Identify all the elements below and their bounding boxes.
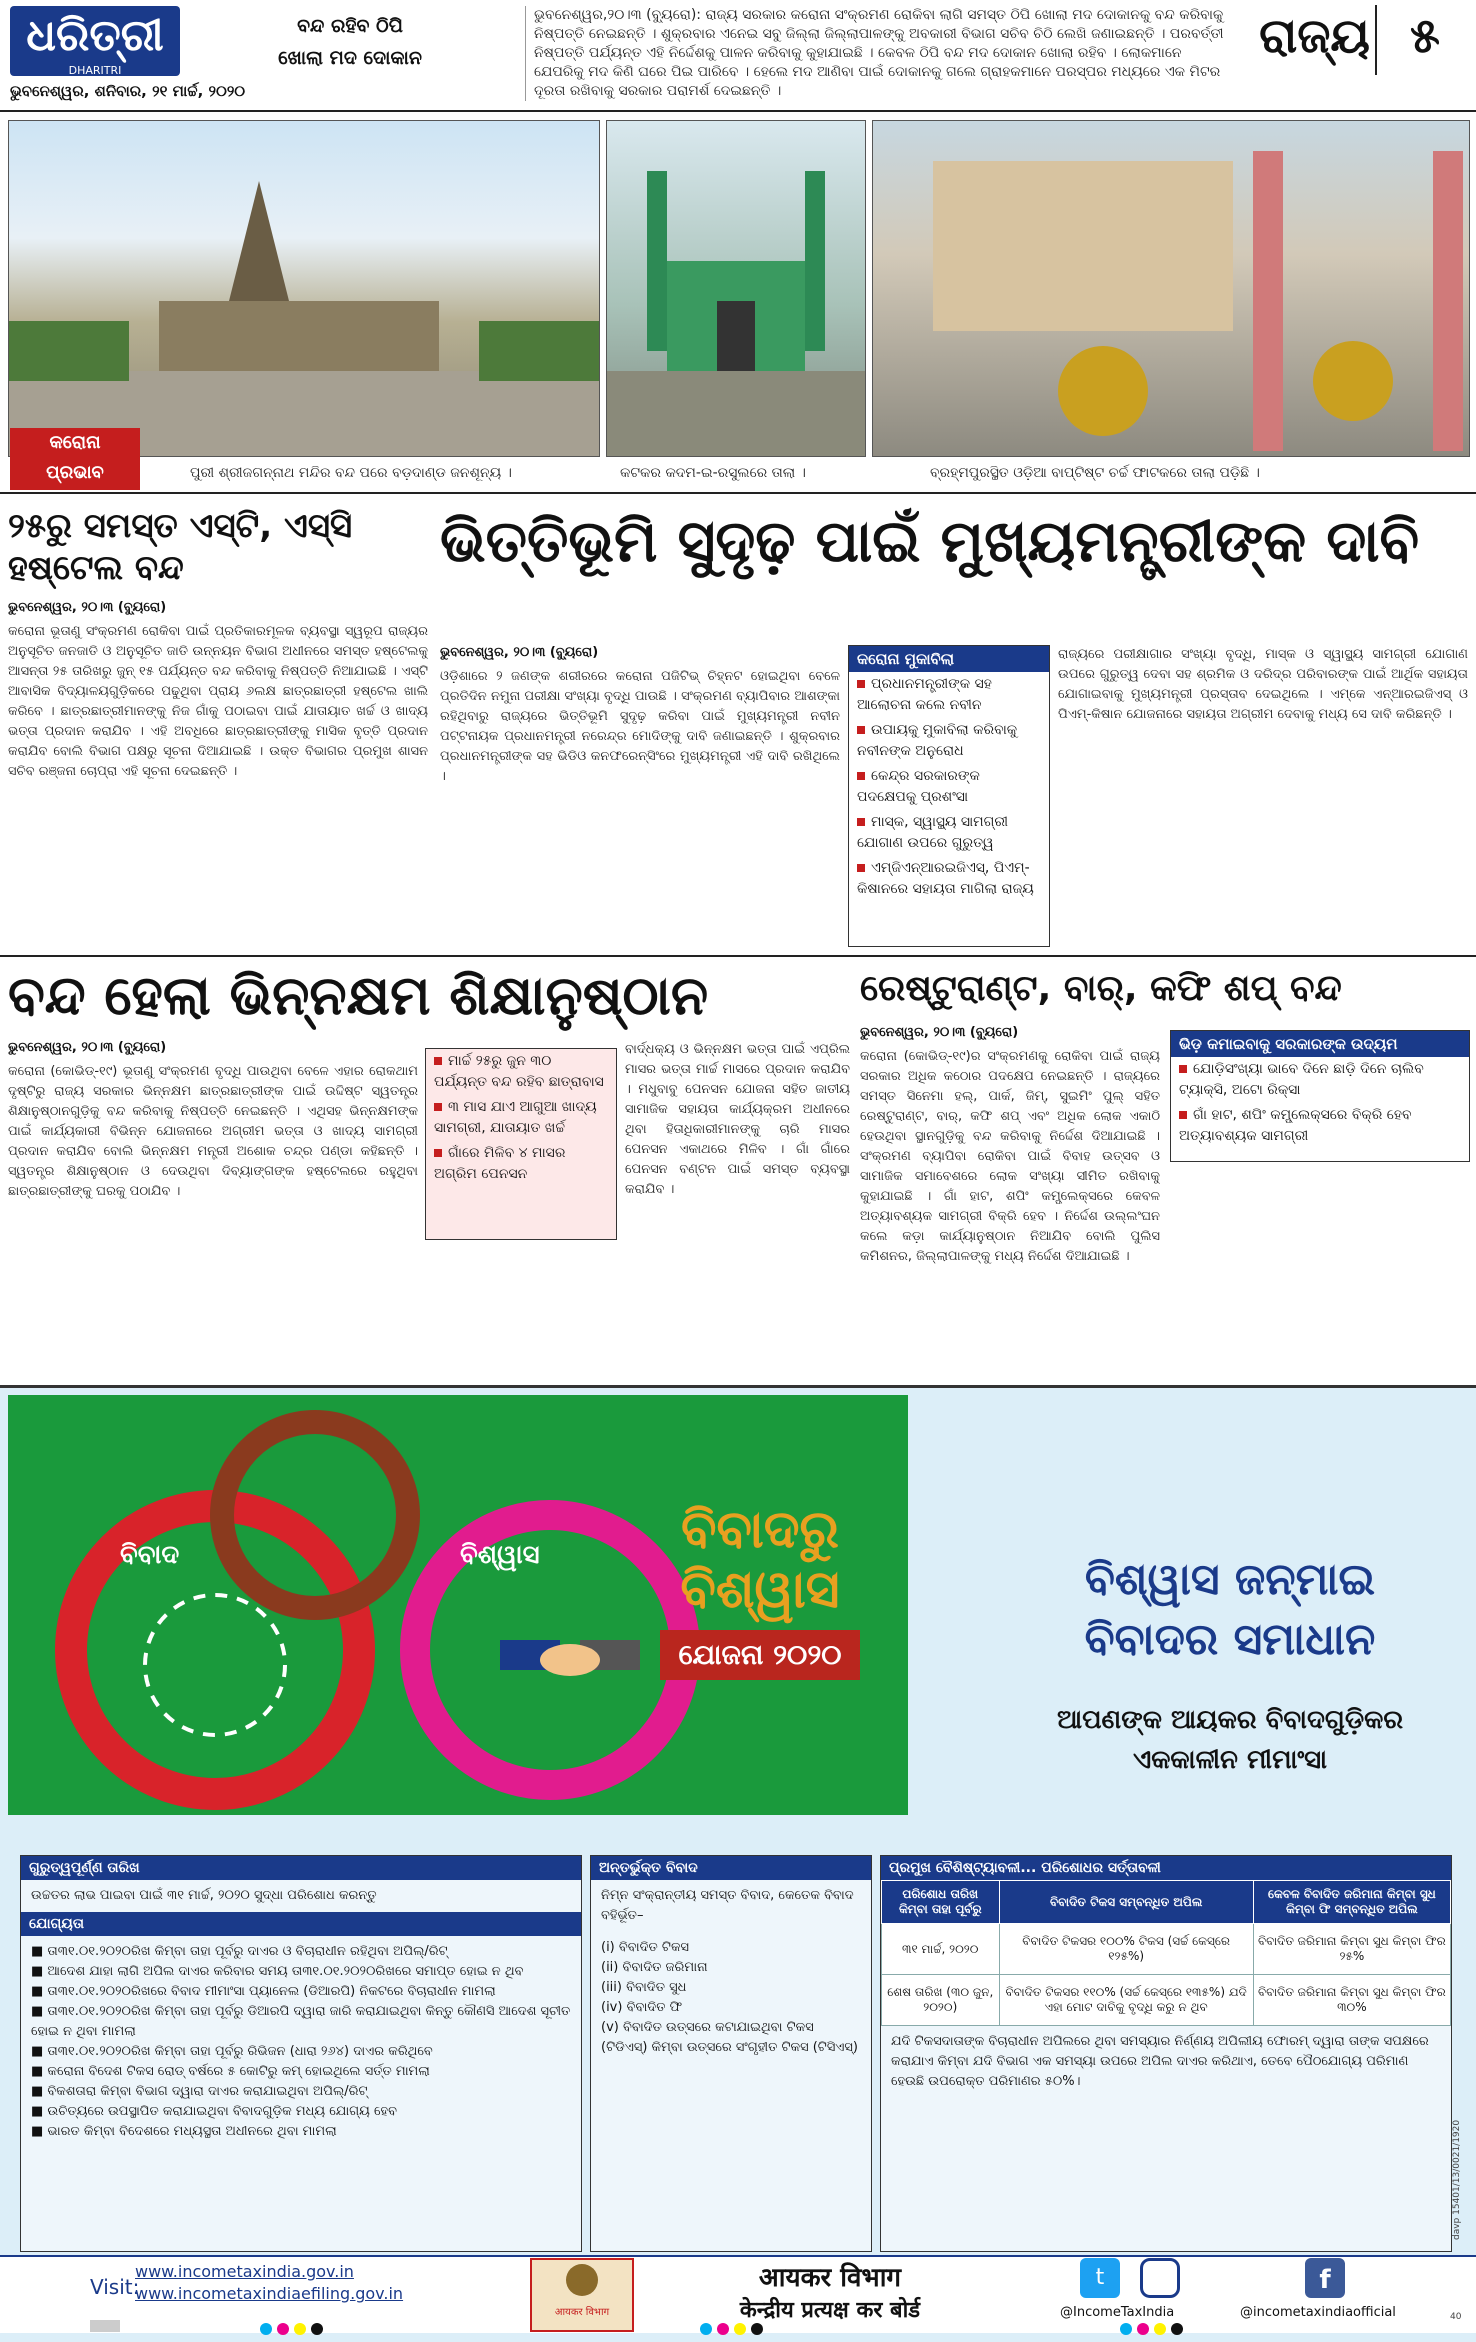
corona-impact-badge: କରୋନା ପ୍ରଭାବ <box>10 428 140 490</box>
facebook-handle[interactable]: @incometaxindiaofficial <box>1240 2305 1396 2320</box>
list-item: ଗାଁରେ ମିଳିବ ୪ ମାସର ଅଗ୍ରିମ ପେନସନ <box>434 1145 566 1182</box>
story-2-headline: ଭିତ୍ତିଭୂମି ସୁଦୃଢ଼ ପାଇଁ ମୁଖ୍ୟମନ୍ତ୍ରୀଙ୍କ ଦାବି <box>440 507 1420 575</box>
section-name: ରାଜ୍ୟ <box>1259 8 1370 64</box>
factbox-title: ଭିଡ଼ କମାଇବାକୁ ସରକାରଙ୍କ ଉଦ୍ୟମ <box>1171 1031 1469 1057</box>
bullet-icon <box>857 818 865 826</box>
ad-features-panel <box>880 1855 1452 2252</box>
list-item: ଏମ୍‌ଜିଏନ୍‌ଆରଇଜିଏସ୍, ପିଏମ୍‌-କିଷାନରେ ସହାୟତା ମାଗିଲା ରାଜ୍ୟ <box>857 860 1034 897</box>
story-3-dateline: ଭୁବନେଶ୍ୱର, ୨୦।୩ (ବ୍ୟୁରୋ) <box>8 1040 167 1055</box>
section-divider <box>1375 5 1377 75</box>
divider <box>0 955 1476 957</box>
twitter-icon[interactable]: t <box>1080 2258 1120 2298</box>
eligibility-item: ■ ଉଚିତ୍ୟରେ ଉପସ୍ଥାପିତ କରାଯାଇଥିବା ବିବାଦଗୁଡ଼ିକ ମଧ୍ୟ ଯୋଗ୍ୟ ହେବ <box>31 2104 397 2119</box>
visit-label: Visit: <box>90 2275 140 2299</box>
eligibility-item: ■ ତା୩୧.୦୧.୨୦୨୦ରିଖ କିମ୍ବା ତାହା ପୂର୍ବରୁ ରିଭିଜନ (ଧାରା ୨୬୪) ଦାଏର କରିଥିବେ <box>31 2044 433 2059</box>
bullet-icon <box>434 1149 442 1157</box>
factbox-list <box>426 1049 616 1187</box>
issue-dateline: ଭୁବନେଶ୍ୱର, ଶନିବାର, ୨୧ ମାର୍ଚ୍ଚ, ୨୦୨୦ <box>10 82 246 100</box>
covered-item: (i) ବିବାଦିତ ଟିକସ <box>601 1940 690 1955</box>
top-brief: ଭୁବନେଶ୍ୱର,୨୦।୩ (ବ୍ୟୁରୋ): ରାଜ୍ୟ ସରକାର କରୋନା ସଂକ୍ରମଣ ରୋକିବା ଲାଗି ସମସ୍ତ ଠିପି ଖୋଲା ମଦ ଦୋକାନକୁ ବନ୍ଦ କରିବାକୁ ନିଷ୍ପତ୍ତି ନେଇଛନ୍ତି । ଶୁକ୍ରବାର ଏନେଇ ସବୁ ଜିଲ୍ଲା ଜିଲ୍ଲାପାଳଙ୍କୁ ଅବକାରୀ ବିଭାଗ ସଚିବ ଚିଠି ଲେଖି ଜଣାଇଛନ୍ତି । ପରବର୍ତ୍ତୀ ନିଷ୍ପତ୍ତି ପର୍ଯ୍ୟନ୍ତ ଏହି ନିର୍ଦ୍ଦେଶକୁ ପାଳନ କରିବାକୁ କୁହାଯାଇଛି । କେବଳ ଠିପି ବନ୍ଦ ମଦ ଦୋକାନ ଖୋଲା ରହିବ । ଲୋକମାନେ ଯେପରିକୁ ମଦ କିଣି ଘରେ ପିଇ ପାରିବେ । ହେଲେ ମଦ ଆଣିବା ପାଇଁ ଦୋକାନକୁ ଗଲେ ଗ୍ରାହକମାନେ ପରସ୍ପର ମଧ୍ୟରେ ଏକ ମିଟର ଦୂରତା ରଖିବାକୁ ସରକାର ପରାମର୍ଶ ଦେଇଛନ୍ତି । <box>525 6 1224 101</box>
photo-church <box>872 120 1470 457</box>
bullet-icon <box>857 772 865 780</box>
ad-tagline: ବିଶ୍ୱାସ ଜନ୍ମାଇ ବିବାଦର ସମାଧାନ <box>1084 1554 1376 1665</box>
instagram-icon[interactable] <box>1140 2258 1180 2298</box>
table-cell: ବିବାଦିତ ଜରିମାନା କିମ୍ବା ସୁଧ କିମ୍ବା ଫିର ୨୫% <box>1253 1924 1450 1975</box>
covered-intro: ନିମ୍ନ ସଂକ୍ରାନ୍ତୀୟ ସମସ୍ତ ବିବାଦ, କେତେକ ବିବାଦ ବହିର୍ଭୂତ– <box>601 1888 854 1923</box>
story-1-dateline: ଭୁବନେଶ୍ୱର, ୨୦।୩ (ବ୍ୟୁରୋ) <box>8 600 167 615</box>
eligibility-item: ■ ବିକଶତାରା କିମ୍ବା ବିଭାଗ ଦ୍ୱାରା ଦାଏର କରାଯାଇଥିବା ଅପିଲ୍/ରିଟ୍ <box>31 2084 368 2099</box>
story-2-dateline: ଭୁବନେଶ୍ୱର, ୨୦।୩ (ବ୍ୟୁରୋ) <box>440 645 599 660</box>
eligibility-list <box>21 1936 581 2148</box>
table-cell: ବିବାଦିତ ଜରିମାନା କିମ୍ବା ସୁଧ କିମ୍ବା ଫିର ୩୦% <box>1253 1975 1450 2026</box>
page-code: 40 <box>1450 2312 1462 2322</box>
list-item: କେନ୍ଦ୍ର ସରକାରଙ୍କ ପଦକ୍ଷେପକୁ ପ୍ରଶଂସା <box>857 768 980 805</box>
twitter-handle[interactable]: @IncomeTaxIndia <box>1060 2305 1175 2320</box>
temple-illustration <box>9 121 599 456</box>
payment-table <box>881 1880 1451 2026</box>
eligibility-item: ■ ତା୩୧.୦୧.୨୦୨୦ରିଖ କିମ୍ବା ତାହା ପୂର୍ବରୁ ଡିଆରପି ଦ୍ୱାରା ଜାରି କରାଯାଇଥିବା କିନ୍ତୁ କୌଣସି ଆଦେଶ ସୂଚୀତ ହୋଇ ନ ଥିବା ମାମଲା <box>31 2004 571 2039</box>
website-link-2[interactable]: www.incometaxindiaefiling.gov.in <box>135 2284 404 2303</box>
story-4-body: କରୋନା (କୋଭିଡ୍-୧୯)ର ସଂକ୍ରମଣକୁ ରୋକିବା ପାଇଁ ରାଜ୍ୟ ସରକାର ଅଧିକ କଠୋର ପଦକ୍ଷେପ ନେଇଛନ୍ତି । ରାଜ୍ୟରେ ସମସ୍ତ ସିନେମା ହଲ୍, ପାର୍କ, ଜିମ୍, ସୁଇମିଂ ପୁଲ୍ ସହିତ ରେଷ୍ଟୁରାଣ୍ଟ, ବାର୍, କଫି ଶପ୍ ଏବଂ ଅଧିକ ଲୋକ ଏକାଠି ହେଉଥିବା ସ୍ଥାନଗୁଡ଼ିକୁ ବନ୍ଦ କରିବାକୁ ନିର୍ଦ୍ଦେଶ ଦିଆଯାଇଛି । ସଂକ୍ରମଣ ବ୍ୟାପିବା ରୋକିବା ପାଇଁ ବିବାହ ଉତ୍ସବ ଓ ସାମାଜିକ ସମାବେଶରେ ଲୋକ ସଂଖ୍ୟା ସୀମିତ ରଖିବାକୁ କୁହାଯାଇଛି । ଗାଁ ହାଟ, ଶପିଂ କମ୍ପ୍ଲେକ୍ସରେ କେବଳ ଅତ୍ୟାବଶ୍ୟକ ସାମଗ୍ରୀ ବିକ୍ରି ହେବ । ନିର୍ଦ୍ଦେଶ ଉଲ୍ଲଂଘନ କଲେ କଡ଼ା କାର୍ଯ୍ୟାନୁଷ୍ଠାନ ନିଆଯିବ ବୋଲି ପୁଲିସ କମିଶନର, ଜିଲ୍ଲାପାଳଙ୍କୁ ମଧ୍ୟ ନିର୍ଦ୍ଦେଶ ଦିଆଯାଇଛି । <box>860 1049 1160 1264</box>
department-name: आयकर विभाग केन्द्रीय प्रत्यक्ष कर बोर्ड <box>739 2263 921 2323</box>
story-3-body: କରୋନା (କୋଭିଡ୍‌-୧୯) ଭୂତାଣୁ ସଂକ୍ରମଣ ବୃଦ୍ଧି ପାଉଥିବା ବେଳେ ଏହାର ରୋକଥାମ ଦୃଷ୍ଟିରୁ ରାଜ୍ୟ ସରକାର ଭିନ୍ନକ୍ଷମ ଛାତ୍ରଛାତ୍ରୀଙ୍କ ପାଇଁ ଉଦ୍ଦିଷ୍ଟ ସ୍ୱତନ୍ତ୍ର ଶିକ୍ଷାନୁଷ୍ଠାନଗୁଡ଼ିକୁ ବନ୍ଦ କରିବାକୁ ନିଷ୍ପତ୍ତି ନେଇଛନ୍ତି । ଏଥିସହ ଭିନ୍ନକ୍ଷମଙ୍କ ପାଇଁ କାର୍ଯ୍ୟକାରୀ ବିଭିନ୍ନ ଯୋଜନାରେ ଅଗ୍ରୀମ ଭତ୍ତା ଓ ଖାଦ୍ୟ ସାମଗ୍ରୀ ପ୍ରଦାନ କରାଯିବ ବୋଲି ଭିନ୍ନକ୍ଷମ ମନ୍ତ୍ରୀ ଅଶୋକ ଚନ୍ଦ୍ର ପଣ୍ଡା କହିଛନ୍ତି । ସ୍ୱତନ୍ତ୍ର ଶିକ୍ଷାନୁଷ୍ଠାନ ଓ ଦେଉଥିବା ଦିବ୍ୟାଙ୍ଗଙ୍କ ହଷ୍ଟେଲରେ ରହୁଥିବା ଛାତ୍ରଛାତ୍ରୀଙ୍କୁ ଘରକୁ ପଠାଯିବ । <box>8 1064 418 1199</box>
list-item: ୩ ମାସ ଯାଏ ଆଗୁଆ ଖାଦ୍ୟ ସାମଗ୍ରୀ, ଯାତାୟାତ ଖର୍ଚ୍ଚ <box>434 1099 597 1136</box>
photo-temple <box>8 120 600 457</box>
mosque-illustration <box>607 121 865 456</box>
story-3-factbox <box>425 1048 617 1240</box>
table-cell: ବିବାଦିତ ଟିକସର ୧୧୦% (ସର୍ଚ୍ଚ କେସ୍‌ରେ ୧୩୫%) ଯଦି ଏହା ମୋଟ ଦାବିକୁ ବୃଦ୍ଧି କରୁ ନ ଥିବ <box>999 1975 1253 2026</box>
list-item: ଯୋଡ଼ିସଂଖ୍ୟା ଭାବେ ଦିନେ ଛାଡ଼ି ଦିନେ ଚାଲିବ ଟ୍ୟାକ୍ସି, ଅଟୋ ରିକ୍ସା <box>1179 1061 1424 1098</box>
ad-title: ବିବାଦରୁ ବିଶ୍ୱାସ <box>680 1500 840 1620</box>
story-1-body: କରୋନା ଭୂତାଣୁ ସଂକ୍ରମଣ ରୋକିବା ପାଇଁ ପ୍ରତିକାରମୂଳକ ବ୍ୟବସ୍ଥା ସ୍ୱରୂପ ରାଜ୍ୟର ଅନୁସୂଚିତ ଜନଜାତି ଓ ଅନୁସୂଚିତ ଜାତି ଉନ୍ନୟନ ବିଭାଗ ଅଧୀନରେ ସମସ୍ତ ହଷ୍ଟେଲକୁ ଆସନ୍ତା ୨୫ ତାରିଖରୁ ଜୁନ୍ ୧୫ ପର୍ଯ୍ୟନ୍ତ ବନ୍ଦ କରିବାକୁ ନିଷ୍ପତ୍ତି ନିଆଯାଇଛି । ଏସ୍ଟି ଆବାସିକ ବିଦ୍ୟାଳୟଗୁଡ଼ିକରେ ପଢୁଥିବା ପ୍ରାୟ ୬ଲକ୍ଷ ଛାତ୍ରଛାତ୍ରୀ ହଷ୍ଟେଲ ଖାଲି କରିବେ । ଛାତ୍ରଛାତ୍ରୀମାନଙ୍କୁ ନିଜ ଗାଁକୁ ପଠାଇବା ପାଇଁ ଯାତାୟାତ ଖର୍ଚ୍ଚ ଓ ଖାଦ୍ୟ ଭତ୍ତା ପ୍ରଦାନ କରାଯିବ । ଏହି ଅବଧିରେ ଛାତ୍ରଛାତ୍ରୀଙ୍କୁ ମାସିକ ବୃତ୍ତି ପ୍ରଦାନ କରାଯିବ ବୋଲି ବିଭାଗ ପକ୍ଷରୁ ସୂଚନା ଦିଆଯାଇଛି । ଉକ୍ତ ବିଭାଗର ପ୍ରମୁଖ ଶାସନ ସଚିବ ରଞ୍ଜନା ଚୋପ୍ରା ଏହି ସୂଚନା ଦେଇଛନ୍ତି । <box>8 624 428 779</box>
davp-code: davp 15401/13/0021/1920 <box>1452 2119 1462 2240</box>
emblem-logo: आयकर विभाग <box>530 2258 634 2332</box>
bullet-icon <box>1179 1111 1187 1119</box>
photo-caption-2: କଟକର କଦମ-ଇ-ରସୁଲରେ ତାଲା । <box>620 465 806 481</box>
factbox-list <box>849 672 1049 902</box>
story-1-headline: ୨୫ରୁ ସମସ୍ତ ଏସ୍‌ଟି, ଏସ୍‌ସି ହଷ୍ଟେଲ ବନ୍ଦ <box>8 506 353 588</box>
table-body <box>882 1924 1451 2026</box>
list-item: ମାସ୍କ, ସ୍ୱାସ୍ଥ୍ୟ ସାମଗ୍ରୀ ଯୋଗାଣ ଉପରେ ଗୁରୁତ୍ୱ <box>857 814 1009 851</box>
promo-box <box>185 10 515 74</box>
important-date-text: ଉଚ୍ଚତର ଲାଭ ପାଇବା ପାଇଁ ୩୧ ମାର୍ଚ୍ଚ, ୨୦୨୦ ସୁଦ୍ଧା ପରିଶୋଧ କରନ୍ତୁ <box>31 1888 377 1903</box>
bullet-icon <box>857 726 865 734</box>
emblem-icon <box>562 2260 602 2300</box>
newspaper-logo: ଧରିତ୍ରୀ <box>10 6 180 76</box>
promo-line-1: ବନ୍ଦ ରହିବ ଠିପି <box>297 15 403 37</box>
people-circle-icon <box>130 1580 300 1750</box>
important-date-title: ଗୁରୁତ୍ୱପୂର୍ଣ୍ଣ ତାରିଖ <box>21 1856 581 1880</box>
bullet-icon <box>857 680 865 688</box>
table-cell: ଶେଷ ତାରିଖ (୩୦ ଜୁନ, ୨୦୨୦) <box>882 1975 1000 2026</box>
eligibility-item: ■ କରୋନା ବିଦେଶ ଟିକସ ରୋଡ୍ ବର୍ଷରେ ୫ କୋଟିରୁ କମ୍ ହୋଇଥିଲେ ସର୍ତ୍ତ ମାମଲା <box>31 2064 430 2079</box>
list-item: ପ୍ରଧାନମନ୍ତ୍ରୀଙ୍କ ସହ ଆଲୋଚନା କଲେ ନବୀନ <box>857 676 992 713</box>
list-item: ଗାଁ ହାଟ, ଶପିଂ କମ୍ପ୍ଲେକ୍ସରେ ବିକ୍ରି ହେବ ଅତ୍ୟାବଶ୍ୟକ ସାମଗ୍ରୀ <box>1179 1107 1412 1144</box>
website-link-1[interactable]: www.incometaxindia.gov.in <box>135 2262 354 2281</box>
eligibility-item: ■ ତା୩୧.୦୧.୨୦୨୦ରିଖ କିମ୍ବା ତାହା ପୂର୍ବରୁ ଦାଏର ଓ ବିଚାରାଧୀନ ରହିଥିବା ଅପିଲ୍/ରିଟ୍ <box>31 1944 448 1959</box>
story-4-factbox <box>1170 1030 1470 1162</box>
vivad-label: ବିବାଦ <box>120 1540 180 1570</box>
photo-mosque <box>606 120 866 457</box>
covered-title: ଅନ୍ତର୍ଭୁକ୍ତ ବିବାଦ <box>591 1856 871 1880</box>
story-2-body-left: ଓଡ଼ିଶାରେ ୨ ଜଣଙ୍କ ଶରୀରରେ କରୋନା ପଜିଟିଭ୍ ଚିହ୍ନଟ ହୋଇଥିବା ବେଳେ ପ୍ରତିଦିନ ନମୁନା ପରୀକ୍ଷା ସଂଖ୍ୟା ବୃଦ୍ଧି ପାଉଛି । ସଂକ୍ରମଣ ବ୍ୟାପିବାର ଆଶଙ୍କା ରହିଥିବାରୁ ରାଜ୍ୟରେ ଭିତ୍ତିଭୂମି ସୁଦୃଢ଼ କରିବା ପାଇଁ ମୁଖ୍ୟମନ୍ତ୍ରୀ ନବୀନ ପଟ୍ଟନାୟକ ପ୍ରଧାନମନ୍ତ୍ରୀ ନରେନ୍ଦ୍ର ମୋଦିଙ୍କୁ ଦାବି ଜଣାଇଛନ୍ତି । ଶୁକ୍ରବାର ପ୍ରଧାନମନ୍ତ୍ରୀଙ୍କ ସହ ଭିଡିଓ କନଫରେନ୍ସିଂରେ ମୁଖ୍ୟମନ୍ତ୍ରୀ ଏହି ଦାବି ରଖିଥିଲେ । <box>440 669 840 784</box>
story-4-dateline: ଭୁବନେଶ୍ୱର, ୨୦।୩ (ବ୍ୟୁରୋ) <box>860 1025 1019 1040</box>
bullet-icon <box>434 1057 442 1065</box>
church-gate-illustration <box>873 121 1469 456</box>
color-registration-dots <box>700 2320 780 2332</box>
eligibility-item: ■ ଆଦେଶ ଯାହା ଲାଗି ଅପିଲ ଦାଏର କରିବାର ସମୟ ତା୩୧.୦୧.୨୦୨୦ରିଖରେ ସମାପ୍ତ ହୋଇ ନ ଥିବ <box>31 1964 524 1979</box>
features-title: ପ୍ରମୁଖ ବୈଶିଷ୍ଟ୍ୟାବଳୀ... ପରିଶୋଧର ସର୍ତ୍ତାବଳୀ <box>881 1856 1451 1880</box>
covered-list <box>591 1932 871 2064</box>
list-item: ମାର୍ଚ୍ଚ ୨୫ରୁ ଜୁନ ୩୦ ପର୍ଯ୍ୟନ୍ତ ବନ୍ଦ ରହିବ ଛାତ୍ରାବାସ <box>434 1053 604 1090</box>
story-4-headline: ରେଷ୍ଟୁରାଣ୍ଟ, ବାର୍, କଫି ଶପ୍ ବନ୍ଦ <box>860 968 1342 1009</box>
table-header-cell: କେବଳ ବିବାଦିତ ଜରିମାନା କିମ୍ବା ସୁଧ କିମ୍ବା ଫି ସମ୍ବନ୍ଧିତ ଅପିଲ <box>1253 1881 1450 1924</box>
promo-line-2: ଖୋଲା ମଦ ଦୋକାନ <box>278 47 422 69</box>
factbox-title: କରୋନା ମୁକାବିଲା <box>849 646 1049 672</box>
story-2-factbox <box>848 645 1050 947</box>
story-3-headline: ବନ୍ଦ ହେଲା ଭିନ୍ନକ୍ଷମ ଶିକ୍ଷାନୁଷ୍ଠାନ <box>8 964 709 1027</box>
color-registration-dots <box>1120 2320 1200 2332</box>
divider <box>0 492 1476 494</box>
registration-mark <box>90 2320 120 2332</box>
covered-item: (ii) ବିବାଦିତ ଜରିମାନା <box>601 1960 708 1975</box>
factbox-list <box>1171 1057 1469 1149</box>
photo-caption-1: ପୁରୀ ଶ୍ରୀଜଗନ୍ନାଥ ମନ୍ଦିର ବନ୍ଦ ପରେ ବଡ଼ଦାଣ୍ଡ ଜନଶୂନ୍ୟ । <box>190 465 512 481</box>
page-number: ୫ <box>1410 8 1440 64</box>
table-header-cell: ପରିଶୋଧ ତାରିଖ କିମ୍ବା ତାହା ପୂର୍ବରୁ <box>882 1881 1000 1924</box>
handshake-icon <box>500 1620 640 1700</box>
eligibility-title: ଯୋଗ୍ୟତା <box>21 1912 581 1936</box>
vishwas-label: ବିଶ୍ୱାସ <box>460 1540 540 1570</box>
table-header-row <box>882 1881 1451 1924</box>
features-note: ଯଦି ଟିକସଦାତାଙ୍କ ବିଚାରାଧୀନ ଅପିଲରେ ଥିବା ସମସ୍ୟାର ନିର୍ଣ୍ଣୟ ଅପିଲୀୟ ଫୋରମ୍ ଦ୍ୱାରା ତାଙ୍କ ସପକ୍ଷରେ କରାଯାଏ କିମ୍ବା ଯଦି ବିଭାଗ ଏକ ସମସ୍ୟା ଉପରେ ଅପିଲ ଦାଏର କରିଥାଏ, ତେବେ ପୈଠଯୋଗ୍ୟ ପରିମାଣ ହେଉଛି ଉପରୋକ୍ତ ପରିମାଣର ୫୦%। <box>891 2034 1429 2089</box>
story-3-body-2: ବାର୍ଦ୍ଧକ୍ୟ ଓ ଭିନ୍ନକ୍ଷମ ଭତ୍ତା ପାଇଁ ଏପ୍ରିଲ ମାସର ଭତ୍ତା ମାର୍ଚ୍ଚ ମାସରେ ପ୍ରଦାନ କରାଯିବ । ମଧୁବାବୁ ପେନସନ ଯୋଜନା ସହିତ ଜାତୀୟ ସାମାଜିକ ସହାୟତା କାର୍ଯ୍ୟକ୍ରମ ଅଧୀନରେ ଥିବା ହିତାଧିକାରୀମାନଙ୍କୁ ଚାରି ମାସର ପେନସନ ଏକାଥରେ ମିଳିବ । ଗାଁ ଗାଁରେ ପେନସନ ବଣ୍ଟନ ପାଇଁ ସମସ୍ତ ବ୍ୟବସ୍ଥା କରାଯିବ । <box>625 1042 850 1197</box>
ad-yojana-label: ଯୋଜନା ୨୦୨୦ <box>660 1630 860 1680</box>
covered-item: (iii) ବିବାଦିତ ସୁଧ <box>601 1980 687 1995</box>
table-cell: ୩୧ ମାର୍ଚ୍ଚ, ୨୦୨୦ <box>882 1924 1000 1975</box>
bullet-icon <box>857 864 865 872</box>
table-row <box>882 1924 1451 1975</box>
story-2-body-right: ରାଜ୍ୟରେ ପରୀକ୍ଷାଗାର ସଂଖ୍ୟା ବୃଦ୍ଧି, ମାସ୍କ ଓ ସ୍ୱାସ୍ଥ୍ୟ ସାମଗ୍ରୀ ଯୋଗାଣ ଉପରେ ଗୁରୁତ୍ୱ ଦେବା ସହ ଶ୍ରମିକ ଓ ଦରିଦ୍ର ପରିବାରଙ୍କ ପାଇଁ ଆର୍ଥିକ ସହାୟତା ଯୋଗାଇବାକୁ ମୁଖ୍ୟମନ୍ତ୍ରୀ ପ୍ରସ୍ତାବ ଦେଇଥିଲେ । ଏମ୍‌କେ ଏନ୍‌ଆରଇଜିଏସ୍ ଓ ପିଏମ୍‌-କିଷାନ ଯୋଜନାରେ ସହାୟତା ଅଗ୍ରୀମ ଦେବାକୁ ମଧ୍ୟ ସେ ଦାବି କରିଛନ୍ତି । <box>1058 647 1468 722</box>
table-row <box>882 1975 1451 2026</box>
photo-caption-3: ବ୍ରହ୍ମପୁରସ୍ଥିତ ଓଡ଼ିଆ ବାପ୍ଟିଷ୍ଟ ଚର୍ଚ୍ଚ ଫାଟକରେ ତାଲା ପଡ଼ିଛି । <box>930 465 1260 481</box>
covered-item: (v) ବିବାଦିତ ଉତ୍ସରେ କଟାଯାଇଥିବା ଟିକସ (ଟିଡିଏସ୍) କିମ୍ବା ଉତ୍ସରେ ସଂଗୃହୀତ ଟିକସ (ଟିସିଏସ୍) <box>601 2020 858 2055</box>
bullet-icon <box>434 1103 442 1111</box>
facebook-icon[interactable]: f <box>1305 2258 1345 2298</box>
ad-eligibility-panel <box>20 1855 582 2252</box>
ad-subtagline: ଆପଣଙ୍କ ଆୟକର ବିବାଦଗୁଡ଼ିକର ଏକକାଳୀନ ମୀମାଂସା <box>1056 1705 1404 1775</box>
ad-covered-panel <box>590 1855 872 2252</box>
newspaper-logo-sub: DHARITRI <box>68 64 122 77</box>
covered-item: (iv) ବିବାଦିତ ଫି <box>601 2000 683 2015</box>
table-header-cell: ବିବାଦିତ ଟିକସ ସମ୍ବନ୍ଧିତ ଅପିଲ <box>999 1881 1253 1924</box>
table-cell: ବିବାଦିତ ଟିକସର ୧୦୦% ଟିକସ (ସର୍ଚ୍ଚ କେସ୍‌ରେ ୧୨୫%) <box>999 1924 1253 1975</box>
list-item: ଉପାୟକୁ ମୁକାବିଲା କରିବାକୁ ନବୀନଙ୍କ ଅନୁରୋଧ <box>857 722 1018 759</box>
eligibility-item: ■ ତା୩୧.୦୧.୨୦୨୦ରିଖରେ ବିବାଦ ମୀମାଂସା ପ୍ୟାନେଲ (ଡିଆରପି) ନିକଟରେ ବିଚାରାଧୀନ ମାମଲା <box>31 1984 496 1999</box>
color-registration-dots <box>260 2320 340 2332</box>
bullet-icon <box>1179 1065 1187 1073</box>
eligibility-item: ■ ଭାରତ କିମ୍ବା ବିଦେଶରେ ମଧ୍ୟସ୍ଥତା ଅଧୀନରେ ଥିବା ମାମଲା <box>31 2124 337 2139</box>
